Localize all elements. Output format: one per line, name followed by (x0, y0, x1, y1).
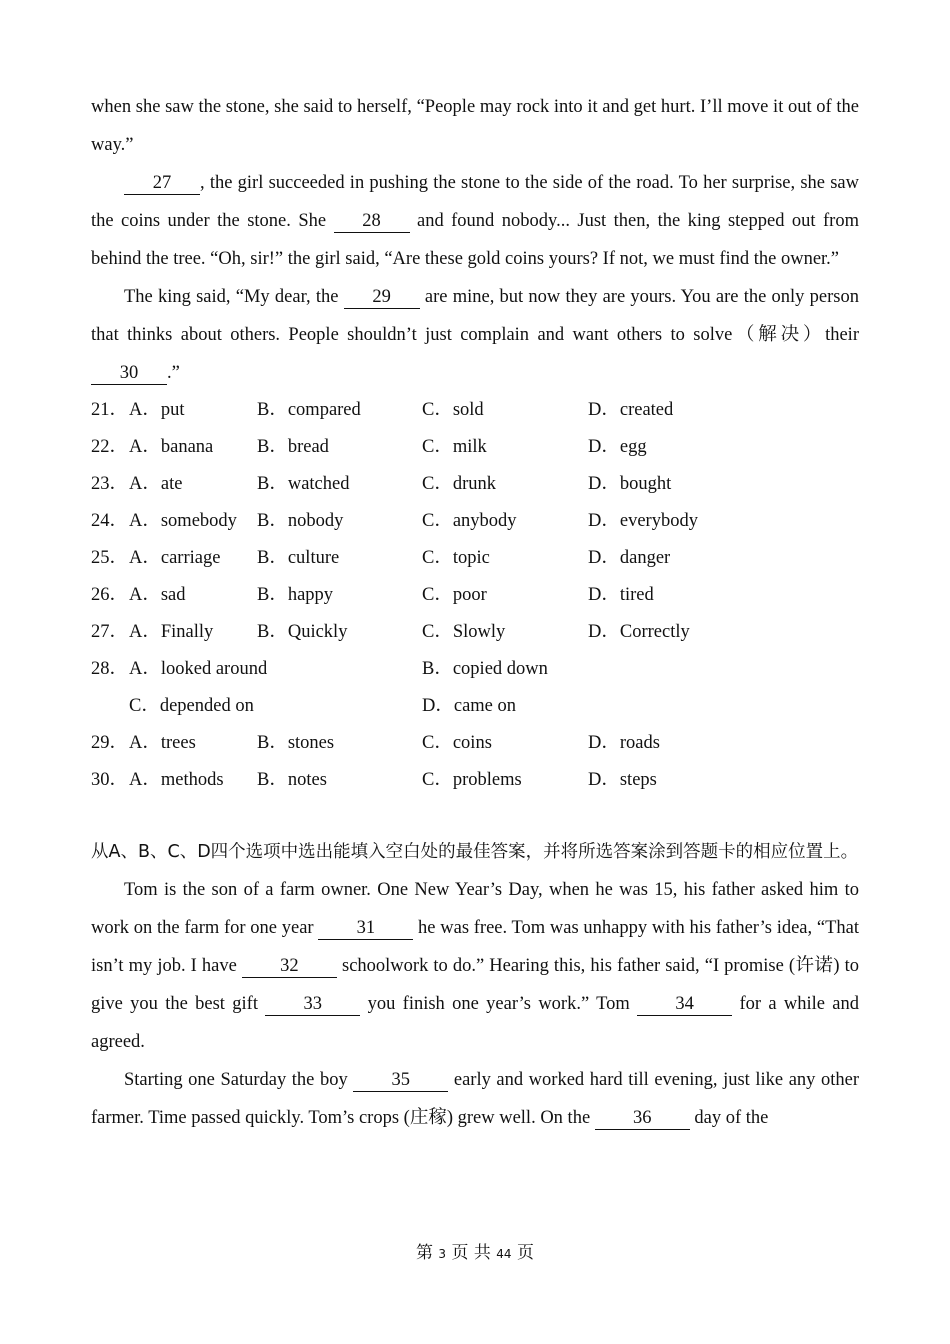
option-b: B．happy (257, 585, 334, 605)
question-row (91, 392, 859, 429)
question-number: 25． (91, 548, 129, 568)
passage1-paragraph-a: when she saw the stone, she said to herself, “People may rock into it and get hurt. I’ll move it out of the way.” (91, 97, 859, 155)
page-total: 44 (496, 1247, 512, 1261)
question-number: 22． (91, 437, 129, 457)
passage2-text: you finish one year’s work.” Tom (360, 994, 638, 1014)
question-row (91, 762, 859, 799)
question-row (91, 466, 859, 503)
option-a: A．sad (129, 585, 186, 605)
question-row (91, 688, 859, 725)
passage2-paragraph-2 (91, 1061, 859, 1137)
passage2-text: Starting one Saturday the boy (124, 1070, 354, 1090)
passage2-text: for a while and agreed. (91, 994, 859, 1052)
question-number: 28． (91, 659, 129, 679)
option-d: D．Correctly (588, 622, 690, 642)
question-row (91, 725, 859, 762)
blank-34: 34 (637, 993, 732, 1016)
question-number: 21． (91, 400, 129, 420)
question-number: 24． (91, 511, 129, 531)
option-a: A．Finally (129, 622, 214, 642)
blank-29: 29 (344, 286, 420, 309)
option-d: D．came on (422, 696, 517, 716)
blank-31: 31 (318, 917, 413, 940)
option-d: D．egg (588, 437, 647, 457)
option-b: B．notes (257, 770, 327, 790)
passage2-paragraph-1 (91, 871, 859, 1061)
question-row (91, 429, 859, 466)
section-instruction: 从A、B、C、D四个选项中选出能填入空白处的最佳答案，并将所选答案涂到答题卡的相应位置上。 (91, 842, 859, 862)
passage1-text: The king said, “My dear, the (124, 287, 344, 307)
blank-32: 32 (242, 955, 337, 978)
option-a: A．carriage (129, 548, 221, 568)
passage1-paragraph-b (91, 164, 859, 278)
passage2-text: early and worked hard till evening, just like any other farmer. Time passed quickly. Tom’s crops (庄稼) grew well. On the (91, 1070, 859, 1128)
question-options (91, 392, 859, 799)
passage1-paragraph-c (91, 278, 859, 392)
blank-30: 30 (91, 362, 167, 385)
passage2-text: he was free. Tom was unhappy with his father’s idea, “That isn’t my job. I have (91, 918, 859, 976)
question-row (91, 614, 859, 651)
option-d: D．tired (588, 585, 654, 605)
option-d: D．steps (588, 770, 657, 790)
question-number: 30． (91, 770, 129, 790)
option-c: C．anybody (422, 511, 517, 531)
option-d: D．created (588, 400, 674, 420)
option-b: B．bread (257, 437, 329, 457)
option-d: D．danger (588, 548, 671, 568)
question-row (91, 577, 859, 614)
option-b: B．stones (257, 733, 335, 753)
question-number: 26． (91, 585, 129, 605)
passage1-text: , the girl succeeded in pushing the stone to the side of the road. To her surprise, she saw the coins under the stone. She (91, 173, 859, 231)
option-b: B．Quickly (257, 622, 348, 642)
blank-36: 36 (595, 1107, 690, 1130)
option-b: B．compared (257, 400, 361, 420)
option-d: D．bought (588, 474, 672, 494)
option-c: C．problems (422, 770, 522, 790)
blank-35: 35 (353, 1069, 448, 1092)
question-row (91, 503, 859, 540)
option-c: C．topic (422, 548, 490, 568)
option-a: A．somebody (129, 511, 237, 531)
blank-27: 27 (124, 172, 200, 195)
option-a: A．banana (129, 437, 214, 457)
question-row (91, 651, 859, 688)
question-number: 29． (91, 733, 129, 753)
question-number: 23． (91, 474, 129, 494)
question-row (91, 540, 859, 577)
option-c: C．Slowly (422, 622, 506, 642)
passage1-text: and found nobody... Just then, the king stepped out from behind the tree. “Oh, sir!” the girl said, “Are these gold coins yours? If not, we must find the owner.” (91, 211, 859, 269)
footer-label: 页 共 (451, 1243, 491, 1263)
option-c: C．coins (422, 733, 492, 753)
option-c: C．drunk (422, 474, 497, 494)
document-page (91, 88, 859, 1137)
option-a: A．trees (129, 733, 196, 753)
option-a: A．put (129, 400, 185, 420)
page-number: 3 (438, 1247, 447, 1261)
option-d: D．everybody (588, 511, 698, 531)
option-a: A．ate (129, 474, 183, 494)
option-d: D．roads (588, 733, 660, 753)
option-c: C．depended on (129, 696, 254, 716)
option-c: C．sold (422, 400, 484, 420)
blank-33: 33 (265, 993, 360, 1016)
passage2-text: day of the (689, 1108, 769, 1128)
option-c: C．poor (422, 585, 487, 605)
passage2-text: Tom is the son of a farm owner. One New Year’s Day, when he was 15, his father asked him to work on the farm for one year (91, 880, 859, 938)
footer-label: 第 (416, 1243, 434, 1263)
page-footer (0, 1238, 950, 1263)
option-c: C．milk (422, 437, 487, 457)
question-number: 27． (91, 622, 129, 642)
footer-label: 页 (516, 1243, 534, 1263)
option-b: B．copied down (422, 659, 548, 679)
blank-28: 28 (334, 210, 410, 233)
passage2-text: schoolwork to do.” Hearing this, his father said, “I promise (许诺) to give you the best gift (91, 956, 859, 1014)
option-b: B．nobody (257, 511, 344, 531)
passage1-text: .” (167, 363, 180, 383)
option-a: A．methods (129, 770, 224, 790)
option-a: A．looked around (129, 659, 268, 679)
option-b: B．watched (257, 474, 350, 494)
option-b: B．culture (257, 548, 340, 568)
passage1-text: are mine, but now they are yours. You are the only person that thinks about others. People shouldn’t just complain and want others to solve（解决）their (91, 287, 859, 345)
